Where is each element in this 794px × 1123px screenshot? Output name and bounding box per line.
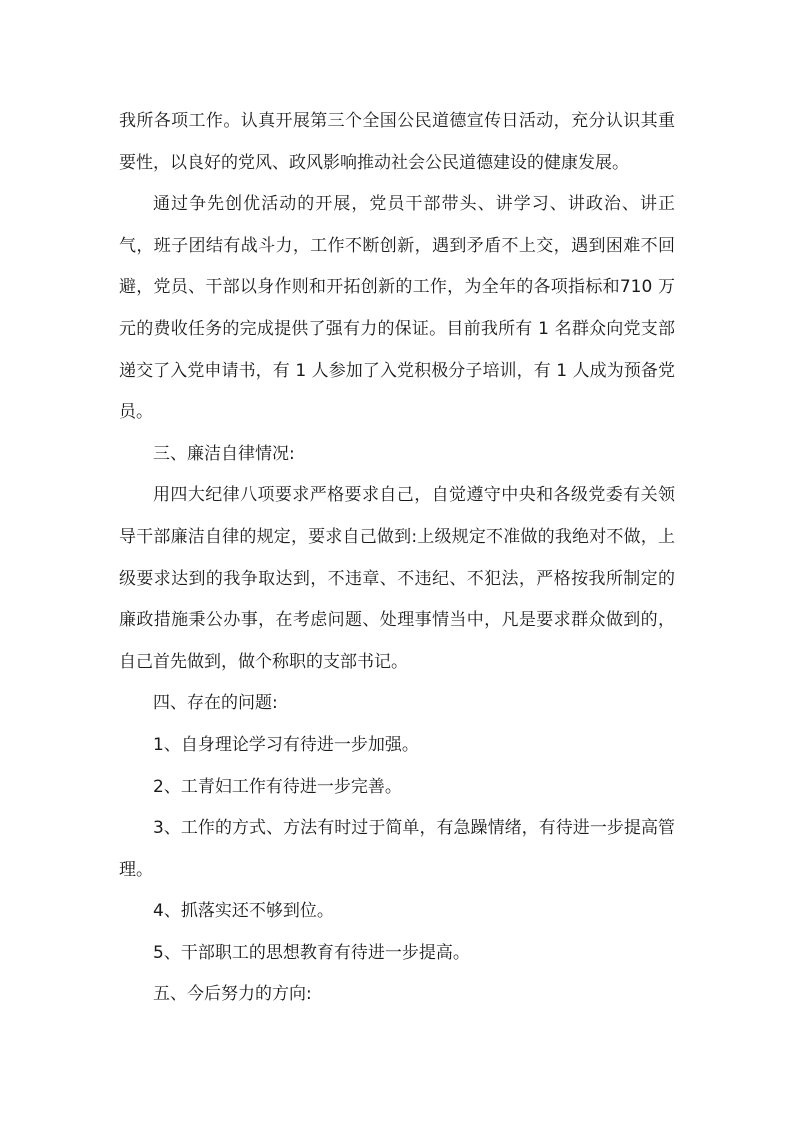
problem-item-4: 4、抓落实还不够到位。 — [153, 901, 334, 922]
section-heading-future: 五、今后努力的方向: — [153, 984, 312, 1005]
paragraph-continuation: 我所各项工作。认真开展第三个全国公民道德宣传日活动，充分认识其重要性，以良好的党风、政风影响推动社会公民道德建设的健康发展。 — [119, 111, 675, 173]
problem-item-2: 2、工青妇工作有待进一步完善。 — [153, 776, 402, 797]
problem-item-3: 3、工作的方式、方法有时过于简单，有急躁情绪，有待进一步提高管理。 — [119, 818, 675, 880]
problem-item-1: 1、自身理论学习有待进一步加强。 — [153, 734, 419, 755]
section-heading-problems: 四、存在的问题: — [153, 693, 278, 714]
paragraph-activities: 通过争先创优活动的开展，党员干部带头、讲学习、讲政治、讲正气，班子团结有战斗力，工作不断创新，遇到矛盾不上交，遇到困难不回避，党员、干部以身作则和开拓创新的工作，为全年的各项指标和710 万元的费收任务的完成提供了强有力的保证。目前我所有 1 名群众向党支部递交了入党申请书，有 1 人参加了入党积极分子培训，有 1 人成为预备党员。 — [119, 194, 675, 423]
document-body — [119, 101, 675, 1016]
problem-item-5: 5、干部职工的思想教育有待进一步提高。 — [153, 942, 470, 963]
section-heading-integrity: 三、廉洁自律情况: — [153, 443, 295, 464]
paragraph-integrity: 用四大纪律八项要求严格要求自己，自觉遵守中央和各级党委有关领导干部廉洁自律的规定，要求自己做到:上级规定不准做的我绝对不做，上级要求达到的我争取达到，不违章、不违纪、不犯法，严格按我所制定的廉政措施秉公办事，在考虑问题、处理事情当中，凡是要求群众做到的，自己首先做到，做个称职的支部书记。 — [119, 485, 675, 672]
